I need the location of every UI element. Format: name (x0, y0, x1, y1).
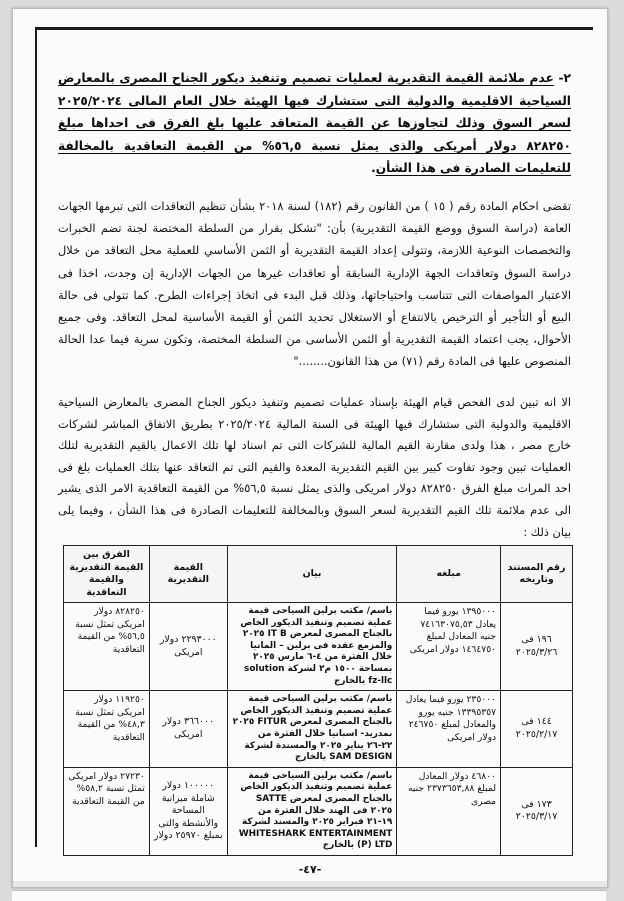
section-title: عدم ملائمة القيمة التقديرية لعمليات تصميم وتنفيذ ديكور الجناح المصرى بالمعارض السياحية الاقليمية والدولية التى ستشارك فيها الهيئة خلال العام المالى ٢٠٢٥/٢٠٢٤ لسعر السوق وذلك لتجاوزها عن القيمة المتعاقد عليها بلغ الفرق فى احداها مبلغ ٨٢٨٢٥٠ دولار أمريكى والذى يمثل نسبة ٥٦,٥% من القيمة التعاقدية بالمخالفة للتعليمات الصادرة فى هذا الشأن (58, 71, 571, 175)
legal-provision-paragraph (58, 195, 571, 373)
page-number: -٤٧- (298, 863, 322, 876)
document-page (12, 8, 608, 888)
cell-difference: ٢٧٢٣٠ دولار امريكى تمثل نسبة ٥٨,٢% من القيمة التعاقدية (64, 767, 150, 855)
table-row (64, 767, 573, 855)
left-rule (35, 27, 37, 847)
header-estimate: القيمة التقديرية (149, 546, 227, 603)
cell-difference: ٨٢٨٢٥٠ دولار امريكى تمثل نسبة ٥٦,٥% من القيمة التعاقدية (64, 603, 150, 691)
cell-description: باسم/ مكتب برلين السياحى قيمة عملية تصميم وتنفيذ الديكور الخاص بالجناح المصرى لمعرض IT B ٢٠٢٥ والمزمع عقده فى برلين – المانيا خلال الفترة من ٤-٦ مارس ٢٠٢٥ بمساحة ١٥٠٠ م٢ لشركة solution fz-llc بالخارج (227, 603, 397, 691)
section-number: ٢- (558, 71, 571, 85)
table-row (64, 691, 573, 768)
table-header-row (64, 546, 573, 603)
legal-provision-text: تقضى احكام المادة رقم ( ١٥ ) من القانون رقم (١٨٢) لسنة ٢٠١٨ بشأن تنظيم التعاقدات التى تبرمها الجهات العامة (دراسة السوق ووضع القيمة التقديرية) بأن: "تشكل بقرار من السلطة المختصة لجنة تضم الخبرات والتخصصات النوعية اللازمة، وتتولى إعداد القيمة التقديرية أو الثمن الأساسي للعملية محل التعاقد من خلال دراسة السوق وتعاقدات الجهة الإدارية السابقة أو تعاقدات غيرها من الجهات الإدارية إن وجدت، اخذا فى الاعتبار المواصفات التى تتناسب واحتياجاتها، وذلك قبل البدء فى اتخاذ إجراءات الطرح. كما تتولى فى حالة البيع أو التأجير أو الترخيص بالانتفاع أو الاستغلال تحديد الثمن أو القيمة الأساسية لمحل التعاقد. وفى جميع الأحوال، يجب اعتماد القيمة التقديرية أو الثمن الأساسى من السلطة المختصة، وتكون سرية فيما عدا الحالة المنصوص عليها فى المادة رقم (٧١) من هذا القانون........" (58, 199, 571, 369)
cell-description: باسم/ مكتب برلين السياحى قيمة عملية تصميم وتنفيذ الديكور الخاص بالجناح المصرى لمعرض FITUR ٢٠٢٥ بمدريد- اسبانيا خلال الفترة من ٢٢-٢٦ يناير ٢٠٢٥ والمسندة لشركة SAM DESIGN بالخارج (227, 691, 397, 768)
cell-doc: ١٩٦ فى ٢٠٢٥/٣/٢٦ (501, 603, 573, 691)
cell-estimate: ١٠٠٠٠٠ دولار شاملة ميزانية المساحة والأنشطة والتى بمبلغ ٢٥٩٧٠ دولار (149, 767, 227, 855)
section-title-end: . (371, 161, 376, 175)
cell-doc: ١٤٤ فى ٢٠٢٥/٢/١٧ (501, 691, 573, 768)
next-page-edge (12, 890, 606, 901)
scan-shadow (13, 881, 607, 887)
cell-amount: ٤٦٨٠٠ دولار المعادل لمبلغ ٢٣٧٣٦٥٣,٨٨ جنيه مصرى (397, 767, 501, 855)
cell-description: باسم/ مكتب برلين السياحى قيمة عملية تصميم وتنفيذ الديكور الخاص بالجناح المصرى لمعرض SATTE ٢٠٢٥ فى الهند خلال الفترة من ١٩-٢١ فبراير ٢٠٢٥ والمسند لشركة WHITESHARK ENTERTAINMENT (P) LTD بالخارج (227, 767, 397, 855)
cell-estimate: ٣٦٦٠٠٠ دولار امريكى (149, 691, 227, 768)
cell-amount: ٢٣٥٠٠٠ يورو فيما يعادل ١٣٣٩٥٣٥٧ جنيه يورو والمعادل لمبلغ ٢٤٦٧٥٠ دولار امريكى (397, 691, 501, 768)
header-description: بيان (227, 546, 397, 603)
top-rule (35, 27, 593, 30)
findings-table (63, 545, 573, 856)
cell-difference: ١١٩٢٥٠ دولار امريكى تمثل نسبة ٤٨,٣% من القيمة التعاقدية (64, 691, 150, 768)
header-amount: مبلغه (397, 546, 501, 603)
cell-amount: ١٣٩٥٠٠٠ يورو فيما يعادل ٧٤١٦٣٠٧٥,٥٣ جنيه المعادل لمبلغ ١٤٦٤٧٥٠ دولار امريكى (397, 603, 501, 691)
table-row (64, 603, 573, 691)
cell-doc: ١٧٣ فى ٢٠٢٥/٣/١٧ (501, 767, 573, 855)
findings-text: الا انه تبين لدى الفحص قيام الهيئة بإسناد عمليات تصميم وتنفيذ ديكور الجناح المصرى بالمعارض السياحية الاقليمية والدولية التى ستشارك فيها الهيئة فى السنة المالية ٢٠٢٥/٢٠٢٤ بطريق الاتفاق المباشر لشركات خارج مصر ، هذا ولدى مقارنة القيم المالية للشركات التى تم اسناد لها تلك الاعمال بالقيم التقديرية لتلك العمليات تبين وجود تفاوت كبير بين القيم التقديرية المعدة والقيم التى تم التعاقد عنها بتلك العمليات بلغ فى احد المرات مبلغ الفرق ٨٢٨٢٥٠ دولار امريكى والذى يمثل نسبة ٥٦,٥% من القيمة التعاقدية الامر الذى يشير الى عدم ملائمة تلك القيم التقديرية لسعر السوق وبالمخالفة للتعليمات الصادرة فى هذا الشأن ، وفيما يلى بيان ذلك : (58, 395, 572, 539)
header-doc: رقم المستند وتاريخه (501, 546, 573, 603)
findings-paragraph (58, 392, 571, 543)
section-heading (58, 67, 571, 180)
cell-estimate: ٢٢٩٣٠٠٠ دولار امريكى (149, 603, 227, 691)
header-difference: الفرق بين القيمة التقديرية والقيمة التعاقدية (64, 546, 150, 603)
